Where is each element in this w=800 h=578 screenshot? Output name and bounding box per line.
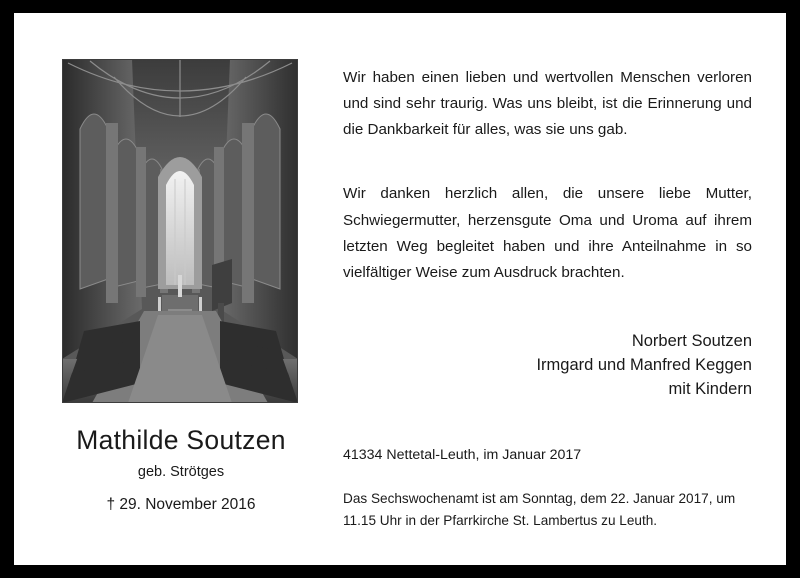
deceased-block <box>48 425 314 514</box>
signer-1: Norbert Soutzen <box>631 331 752 350</box>
church-interior-photo <box>62 59 298 403</box>
deceased-death-date: † 29. November 2016 <box>106 495 256 513</box>
place-and-date: 41334 Nettetal-Leuth, im Januar 2017 <box>343 446 582 463</box>
memorial-service-info <box>343 488 752 532</box>
signers-block <box>343 330 752 402</box>
deceased-maiden-name: geb. Strötges <box>137 464 225 481</box>
service-line-1: Das Sechswochenamt ist am Sonntag, dem 22. Januar 2017, um <box>343 490 736 506</box>
signer-2: Irmgard und Manfred Keggen <box>536 355 752 374</box>
signer-3: mit Kindern <box>668 379 752 398</box>
notice-text-column <box>343 65 752 532</box>
tribute-paragraph-2: Wir danken herzlich allen, die unsere liebe Mutter, Schwiegermutter, herzensgute Oma und Uroma auf ihrem letzten Weg begleitet haben und ihre Anteilnahme in so vielfältiger Weise zum Ausdruck brachten. <box>343 185 752 281</box>
service-line-2: 11.15 Uhr in der Pfarrkirche St. Lambertus zu Leuth. <box>343 512 658 528</box>
tribute-paragraph-1: Wir haben einen lieben und wertvollen Menschen verloren und sind sehr traurig. Was uns bleibt, ist die Erinnerung und die Dankbarkeit für alles, was sie uns gab. <box>343 69 752 139</box>
obituary-card <box>14 13 786 565</box>
deceased-name: Mathilde Soutzen <box>76 425 286 455</box>
